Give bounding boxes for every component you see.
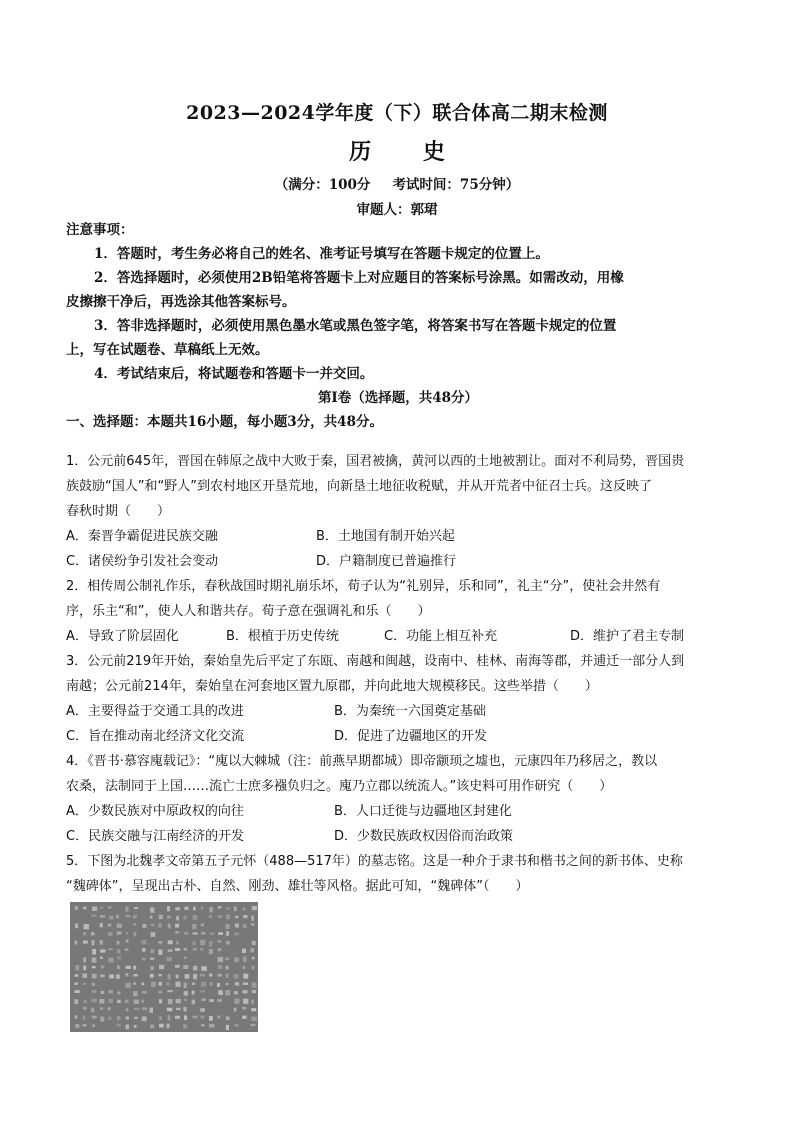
option-a: A．主要得益于交通工具的改进 (66, 704, 244, 719)
option-b: B．土地国有制开始兴起 (316, 529, 455, 544)
exam-meta (0, 173, 794, 193)
question-stem: 春秋时期（ ） (66, 504, 171, 519)
note-item: 3．答非选择题时，必须使用黑色墨水笔或黑色签字笔，将答案书写在答题卡规定的位置 (94, 318, 617, 334)
options-row (66, 549, 730, 574)
option-a: A．秦晋争霸促进民族交融 (66, 529, 218, 544)
question-stem: 族鼓励“国人”和“野人”到农村地区开垦荒地，向新垦土地征收税赋，并从开荒者中征召士兵。这反映了 (66, 479, 652, 494)
option-d: D．少数民族政权因俗而治政策 (334, 829, 514, 844)
question-4 (66, 749, 730, 849)
question-stem: 序，乐主“和”，使人人和谐共存。荀子意在强调礼和乐（ ） (66, 604, 431, 619)
question-stem: 农桑，法制同于上国……流亡士庶多襁负归之。廆乃立郡以统流人。”该史料可用作研究（ ） (66, 779, 613, 794)
note-item: 4．考试结束后，将试题卷和答题卡一并交回。 (94, 366, 374, 382)
option-b: B．为秦统一六国奠定基础 (334, 704, 486, 719)
option-d: D．户籍制度已普遍推行 (316, 554, 457, 569)
question-3 (66, 649, 730, 749)
notes-heading: 注意事项： (66, 222, 134, 238)
options-row (66, 524, 730, 549)
question-stem: 3．公元前219年开始，秦始皇先后平定了东瓯、南越和闽越，设南中、桂林、南海等郡，并逋迁一部分人到 (66, 654, 685, 669)
question-1 (66, 449, 730, 574)
question-stem: 南越；公元前214年，秦始皇在河套地区置九原郡，并向此地大规模移民。这些举措（ ） (66, 679, 598, 694)
option-d: D．维护了君主专制 (570, 629, 685, 644)
question-stem: 2．相传周公制礼作乐，春秋战国时期礼崩乐坏，荀子认为“礼别异，乐和同”，礼主“分”，使社会井然有 (66, 579, 661, 594)
subject-title: 历 史 (349, 139, 467, 165)
option-c: C．功能上相互补充 (384, 629, 498, 644)
note-item: 2．答选择题时，必须使用2B铅笔将答题卡上对应题目的答案标号涂黑。如需改动，用橡 (94, 270, 624, 286)
question-5 (66, 849, 730, 899)
option-b: B．人口迁徙与边疆地区封建化 (334, 804, 512, 819)
option-b: B．根植于历史传统 (226, 629, 339, 644)
exam-title: 2023—2024学年度（下）联合体高二期末检测 (186, 102, 608, 124)
notes-section (66, 218, 730, 434)
part-title: 第Ⅰ卷（选择题，共48分） (317, 390, 479, 406)
note-item: 皮擦擦干净后，再选涂其他答案标号。 (66, 294, 296, 310)
epitaph-rubbing-image (70, 902, 258, 1032)
questions (66, 449, 730, 899)
question-stem: 1．公元前645年，晋国在韩原之战中大败于秦，国君被擒，黄河以西的土地被割让。面对不利局势，晋国贵 (66, 454, 685, 469)
option-c: C．民族交融与江南经济的开发 (66, 829, 245, 844)
option-a: A．导致了阶层固化 (66, 629, 179, 644)
option-c: C．旨在推动南北经济文化交流 (66, 729, 245, 744)
options-row (66, 824, 730, 849)
section-heading: 一、选择题：本题共16小题，每小题3分，共48分。 (66, 414, 383, 430)
options-row (66, 724, 730, 749)
question-stem: 4．《晋书·慕容廆载记》：“廆以大棘城（注：前燕早期都城）即帝颛顼之墟也，元康四年乃移居之，教以 (66, 754, 658, 769)
question-stem: 5．下图为北魏孝文帝第五子元怀（488—517年）的墓志铭。这是一种介于隶书和楷书之间的新书体、史称 (66, 854, 683, 869)
option-a: A．少数民族对中原政权的向往 (66, 804, 244, 819)
note-item: 上，写在试题卷、草稿纸上无效。 (66, 342, 269, 358)
question-2 (66, 574, 730, 649)
epitaph-rubbing-graphic (70, 902, 258, 1032)
option-c: C．诸侯纷争引发社会变动 (66, 554, 219, 569)
full-score: （满分：100分 (274, 177, 371, 193)
options-row (66, 799, 730, 824)
reviewer: 审题人：郭珺 (356, 202, 438, 218)
question-stem: “魏碑体”，呈现出古朴、自然、刚劲、雄壮等风格。据此可知，“魏碑体”（ ） (66, 879, 529, 894)
options-row (66, 624, 730, 649)
note-item: 1．答题时，考生务必将自己的姓名、准考证号填写在答题卡规定的位置上。 (94, 246, 549, 262)
option-d: D．促进了边疆地区的开发 (334, 729, 488, 744)
options-row (66, 699, 730, 724)
exam-time: 考试时间：75分钟） (392, 177, 520, 193)
